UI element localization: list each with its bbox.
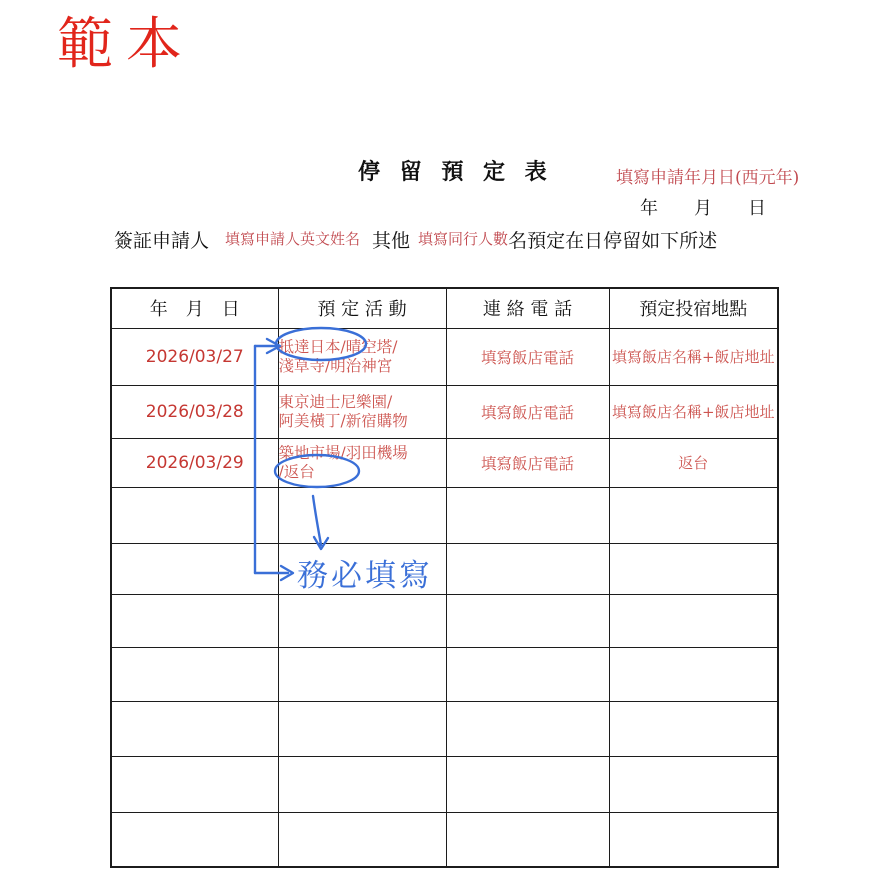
table-row-empty [111, 543, 778, 594]
cell-empty [609, 487, 778, 543]
cell-empty [446, 487, 609, 543]
activity-line: /返台 [278, 462, 315, 481]
cell-empty [111, 647, 278, 701]
cell-activity [278, 438, 446, 487]
cell-empty [609, 594, 778, 647]
header-phone: 連 絡 電 話 [446, 288, 609, 328]
header-lodging: 預定投宿地點 [609, 288, 778, 328]
cell-empty [111, 594, 278, 647]
cell-lodging: 返台 [609, 438, 778, 487]
cell-activity [278, 385, 446, 438]
table-row-empty [111, 812, 778, 867]
cell-date: 2026/03/28 [111, 385, 278, 438]
page-title: 停 留 預 定 表 [358, 159, 553, 185]
header-date: 年 月 日 [111, 288, 278, 328]
cell-empty [111, 812, 278, 867]
cell-lodging: 填寫飯店名稱+飯店地址 [609, 385, 778, 438]
cell-empty [609, 756, 778, 812]
cell-empty [446, 812, 609, 867]
cell-empty [278, 812, 446, 867]
activity-line: 東京迪士尼樂園/ [278, 392, 393, 411]
table-row-empty [111, 701, 778, 756]
applicant-label: 簽証申請人 [114, 230, 210, 252]
must-fill-annotation: 務必填寫 [297, 558, 433, 594]
stay-schedule-table [110, 287, 779, 868]
intro-line [114, 226, 717, 253]
apply-date-hint: 填寫申請年月日(西元年) [616, 168, 800, 188]
cell-empty [609, 543, 778, 594]
cell-empty [446, 756, 609, 812]
table-row-empty [111, 647, 778, 701]
cell-empty [111, 543, 278, 594]
cell-empty [278, 701, 446, 756]
table-row [111, 328, 778, 385]
table-row [111, 385, 778, 438]
activity-line: 築地市場/羽田機場 [278, 443, 408, 462]
cell-phone: 填寫飯店電話 [446, 328, 609, 385]
cell-empty [609, 647, 778, 701]
cell-phone: 填寫飯店電話 [446, 438, 609, 487]
table-row [111, 438, 778, 487]
cell-date: 2026/03/27 [111, 328, 278, 385]
other-label: 其他 [372, 230, 411, 252]
activity-line: 阿美橫丁/新宿購物 [278, 411, 408, 430]
applicant-name-hint: 填寫申請人英文姓名 [225, 230, 361, 248]
cell-empty [446, 647, 609, 701]
cell-empty [446, 543, 609, 594]
activity-line: 抵達日本/晴空塔/ [278, 337, 398, 356]
table-row-empty [111, 487, 778, 543]
sample-stamp: 範本 [57, 12, 195, 77]
header-activity: 預 定 活 動 [278, 288, 446, 328]
cell-empty [609, 701, 778, 756]
cell-empty [278, 487, 446, 543]
cell-empty [278, 756, 446, 812]
cell-empty [111, 756, 278, 812]
cell-activity [278, 328, 446, 385]
table-header-row [111, 288, 778, 328]
cell-date: 2026/03/29 [111, 438, 278, 487]
cell-empty [446, 594, 609, 647]
intro-tail: 名預定在日停留如下所述 [508, 230, 718, 252]
cell-empty [278, 594, 446, 647]
cell-empty [278, 647, 446, 701]
cell-lodging: 填寫飯店名稱+飯店地址 [609, 328, 778, 385]
apply-date-blank: 年 月 日 [640, 198, 766, 219]
table-row-empty [111, 594, 778, 647]
cell-phone: 填寫飯店電話 [446, 385, 609, 438]
table-row-empty [111, 756, 778, 812]
cell-empty [111, 487, 278, 543]
cell-empty [609, 812, 778, 867]
cell-empty [446, 701, 609, 756]
cell-empty [111, 701, 278, 756]
companion-count-hint: 填寫同行人數 [418, 230, 509, 248]
activity-line: 淺草寺/明治神宮 [278, 356, 393, 375]
